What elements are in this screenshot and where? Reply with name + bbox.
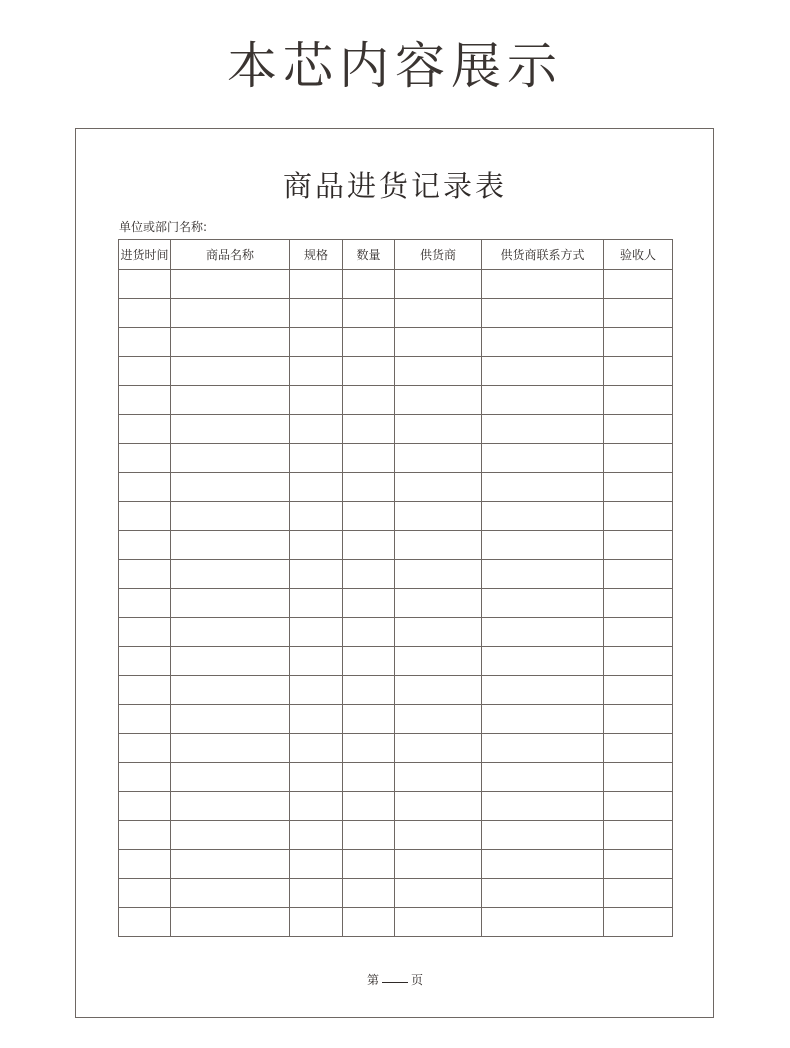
table-row	[119, 473, 673, 502]
table-cell[interactable]	[395, 299, 482, 328]
table-cell[interactable]	[482, 444, 604, 473]
form-title: 商品进货记录表	[282, 169, 507, 203]
table-cell[interactable]	[395, 821, 482, 850]
unit-department-label: 单位或部门名称:	[119, 220, 208, 234]
table-cell[interactable]	[290, 850, 343, 879]
table-row	[119, 444, 673, 473]
table-cell[interactable]	[343, 270, 395, 299]
table-cell[interactable]	[171, 299, 290, 328]
table-cell[interactable]	[171, 328, 290, 357]
table-cell[interactable]	[604, 734, 673, 763]
table-cell[interactable]	[482, 270, 604, 299]
table-cell[interactable]	[290, 357, 343, 386]
table-cell[interactable]	[119, 415, 171, 444]
table-cell[interactable]	[290, 386, 343, 415]
table-cell[interactable]	[604, 560, 673, 589]
table-cell[interactable]	[395, 357, 482, 386]
table-cell[interactable]	[395, 879, 482, 908]
table-cell[interactable]	[171, 676, 290, 705]
table-cell[interactable]	[395, 560, 482, 589]
table-cell[interactable]	[290, 792, 343, 821]
table-cell[interactable]	[604, 328, 673, 357]
table-cell[interactable]	[395, 415, 482, 444]
table-cell[interactable]	[395, 908, 482, 937]
table-cell[interactable]	[171, 792, 290, 821]
page-number-footer	[0, 972, 790, 988]
table-cell[interactable]	[395, 386, 482, 415]
table-cell[interactable]	[171, 850, 290, 879]
table-cell[interactable]	[119, 763, 171, 792]
table-cell[interactable]	[482, 357, 604, 386]
table-cell[interactable]	[604, 444, 673, 473]
table-cell[interactable]	[604, 705, 673, 734]
table-cell[interactable]	[290, 473, 343, 502]
table-row	[119, 357, 673, 386]
table-cell[interactable]	[482, 386, 604, 415]
table-cell[interactable]	[604, 908, 673, 937]
footer-suffix: 页	[411, 973, 424, 987]
table-cell[interactable]	[343, 386, 395, 415]
table-cell[interactable]	[290, 734, 343, 763]
column-header-specification: 规格	[290, 240, 343, 270]
table-cell[interactable]	[482, 502, 604, 531]
table-cell[interactable]	[343, 618, 395, 647]
table-cell[interactable]	[171, 589, 290, 618]
table-cell[interactable]	[343, 647, 395, 676]
table-cell[interactable]	[171, 386, 290, 415]
table-cell[interactable]	[482, 328, 604, 357]
table-cell[interactable]	[604, 618, 673, 647]
table-cell[interactable]	[290, 560, 343, 589]
table-cell[interactable]	[119, 270, 171, 299]
table-cell[interactable]	[290, 328, 343, 357]
table-cell[interactable]	[119, 676, 171, 705]
table-cell[interactable]	[290, 763, 343, 792]
table-header-row	[119, 240, 673, 270]
table-cell[interactable]	[119, 879, 171, 908]
table-cell[interactable]	[343, 821, 395, 850]
column-header-quantity: 数量	[343, 240, 395, 270]
table-cell[interactable]	[604, 502, 673, 531]
table-cell[interactable]	[343, 792, 395, 821]
table-cell[interactable]	[482, 792, 604, 821]
table-cell[interactable]	[171, 705, 290, 734]
table-cell[interactable]	[604, 850, 673, 879]
table-cell[interactable]	[482, 705, 604, 734]
table-cell[interactable]	[343, 676, 395, 705]
table-row	[119, 299, 673, 328]
table-cell[interactable]	[395, 270, 482, 299]
table-cell[interactable]	[343, 763, 395, 792]
table-cell[interactable]	[119, 444, 171, 473]
column-header-product-name: 商品名称	[171, 240, 290, 270]
table-cell[interactable]	[119, 705, 171, 734]
table-cell[interactable]	[604, 357, 673, 386]
table-cell[interactable]	[119, 502, 171, 531]
table-row	[119, 763, 673, 792]
table-cell[interactable]	[290, 618, 343, 647]
table-cell[interactable]	[343, 502, 395, 531]
table-cell[interactable]	[171, 618, 290, 647]
table-cell[interactable]	[119, 473, 171, 502]
table-cell[interactable]	[290, 270, 343, 299]
table-cell[interactable]	[604, 386, 673, 415]
table-cell[interactable]	[482, 473, 604, 502]
table-cell[interactable]	[171, 444, 290, 473]
table-cell[interactable]	[395, 473, 482, 502]
table-cell[interactable]	[119, 299, 171, 328]
table-cell[interactable]	[343, 908, 395, 937]
table-cell[interactable]	[290, 415, 343, 444]
table-cell[interactable]	[119, 792, 171, 821]
table-row	[119, 647, 673, 676]
table-row	[119, 879, 673, 908]
table-cell[interactable]	[343, 734, 395, 763]
table-cell[interactable]	[604, 531, 673, 560]
table-cell[interactable]	[290, 299, 343, 328]
table-cell[interactable]	[604, 299, 673, 328]
table-cell[interactable]	[604, 879, 673, 908]
table-cell[interactable]	[482, 647, 604, 676]
table-cell[interactable]	[604, 473, 673, 502]
column-header-supplier: 供货商	[395, 240, 482, 270]
table-cell[interactable]	[119, 531, 171, 560]
table-cell[interactable]	[395, 444, 482, 473]
table-cell[interactable]	[119, 560, 171, 589]
table-cell[interactable]	[119, 647, 171, 676]
table-cell[interactable]	[343, 705, 395, 734]
banner-title: 本芯内容展示	[227, 37, 563, 95]
table-cell[interactable]	[343, 299, 395, 328]
table-cell[interactable]	[482, 531, 604, 560]
column-header-purchase-time: 进货时间	[119, 240, 171, 270]
table-cell[interactable]	[482, 879, 604, 908]
table-cell[interactable]	[290, 705, 343, 734]
table-cell[interactable]	[119, 618, 171, 647]
table-cell[interactable]	[604, 415, 673, 444]
table-cell[interactable]	[119, 734, 171, 763]
table-cell[interactable]	[482, 850, 604, 879]
table-cell[interactable]	[343, 415, 395, 444]
table-cell[interactable]	[395, 647, 482, 676]
table-cell[interactable]	[171, 560, 290, 589]
table-cell[interactable]	[119, 357, 171, 386]
table-cell[interactable]	[290, 676, 343, 705]
table-cell[interactable]	[343, 879, 395, 908]
table-cell[interactable]	[482, 560, 604, 589]
table-cell[interactable]	[119, 908, 171, 937]
table-cell[interactable]	[343, 357, 395, 386]
table-cell[interactable]	[171, 415, 290, 444]
table-cell[interactable]	[119, 850, 171, 879]
table-cell[interactable]	[482, 734, 604, 763]
table-row	[119, 792, 673, 821]
table-cell[interactable]	[171, 357, 290, 386]
table-cell[interactable]	[482, 299, 604, 328]
table-cell[interactable]	[482, 618, 604, 647]
footer-prefix: 第	[366, 973, 379, 987]
table-row	[119, 328, 673, 357]
table-cell[interactable]	[604, 647, 673, 676]
column-header-inspector: 验收人	[604, 240, 673, 270]
table-cell[interactable]	[343, 473, 395, 502]
table-cell[interactable]	[171, 502, 290, 531]
table-cell[interactable]	[171, 734, 290, 763]
table-cell[interactable]	[482, 676, 604, 705]
table-row	[119, 502, 673, 531]
table-cell[interactable]	[171, 879, 290, 908]
table-row	[119, 676, 673, 705]
table-cell[interactable]	[343, 328, 395, 357]
column-header-supplier-contact: 供货商联系方式	[482, 240, 604, 270]
table-cell[interactable]	[290, 502, 343, 531]
table-cell[interactable]	[119, 589, 171, 618]
table-cell[interactable]	[482, 415, 604, 444]
table-cell[interactable]	[290, 647, 343, 676]
table-body	[119, 270, 673, 937]
table-cell[interactable]	[395, 328, 482, 357]
table-cell[interactable]	[604, 821, 673, 850]
table-cell[interactable]	[343, 560, 395, 589]
table-row	[119, 560, 673, 589]
table-cell[interactable]	[395, 792, 482, 821]
table-cell[interactable]	[290, 821, 343, 850]
table-cell[interactable]	[171, 908, 290, 937]
table-row	[119, 850, 673, 879]
table-row	[119, 270, 673, 299]
table-cell[interactable]	[290, 444, 343, 473]
table-cell[interactable]	[119, 328, 171, 357]
table-cell[interactable]	[395, 502, 482, 531]
table-cell[interactable]	[395, 676, 482, 705]
table-cell[interactable]	[395, 850, 482, 879]
table-cell[interactable]	[290, 908, 343, 937]
page-number-blank[interactable]	[382, 982, 408, 983]
table-cell[interactable]	[290, 589, 343, 618]
table-cell[interactable]	[119, 821, 171, 850]
table-row	[119, 589, 673, 618]
table-cell[interactable]	[395, 705, 482, 734]
table-cell[interactable]	[482, 763, 604, 792]
table-cell[interactable]	[171, 647, 290, 676]
table-cell[interactable]	[395, 589, 482, 618]
table-cell[interactable]	[290, 879, 343, 908]
table-cell[interactable]	[604, 792, 673, 821]
table-row	[119, 415, 673, 444]
table-row	[119, 618, 673, 647]
table-cell[interactable]	[290, 531, 343, 560]
table-cell[interactable]	[604, 589, 673, 618]
table-row	[119, 531, 673, 560]
table-cell[interactable]	[171, 473, 290, 502]
table-cell[interactable]	[482, 589, 604, 618]
purchase-record-table	[118, 239, 673, 937]
table-cell[interactable]	[343, 589, 395, 618]
table-row	[119, 386, 673, 415]
table-cell[interactable]	[395, 618, 482, 647]
table-cell[interactable]	[343, 444, 395, 473]
table-row	[119, 734, 673, 763]
table-row	[119, 705, 673, 734]
table-cell[interactable]	[604, 763, 673, 792]
table-cell[interactable]	[171, 821, 290, 850]
table-cell[interactable]	[171, 270, 290, 299]
table-cell[interactable]	[119, 386, 171, 415]
table-cell[interactable]	[604, 676, 673, 705]
table-cell[interactable]	[343, 850, 395, 879]
table-row	[119, 908, 673, 937]
table-cell[interactable]	[604, 270, 673, 299]
table-cell[interactable]	[395, 531, 482, 560]
table-cell[interactable]	[171, 763, 290, 792]
table-cell[interactable]	[171, 531, 290, 560]
table-row	[119, 821, 673, 850]
table-cell[interactable]	[395, 734, 482, 763]
table-cell[interactable]	[343, 531, 395, 560]
table-cell[interactable]	[482, 908, 604, 937]
table-cell[interactable]	[482, 821, 604, 850]
table-cell[interactable]	[395, 763, 482, 792]
